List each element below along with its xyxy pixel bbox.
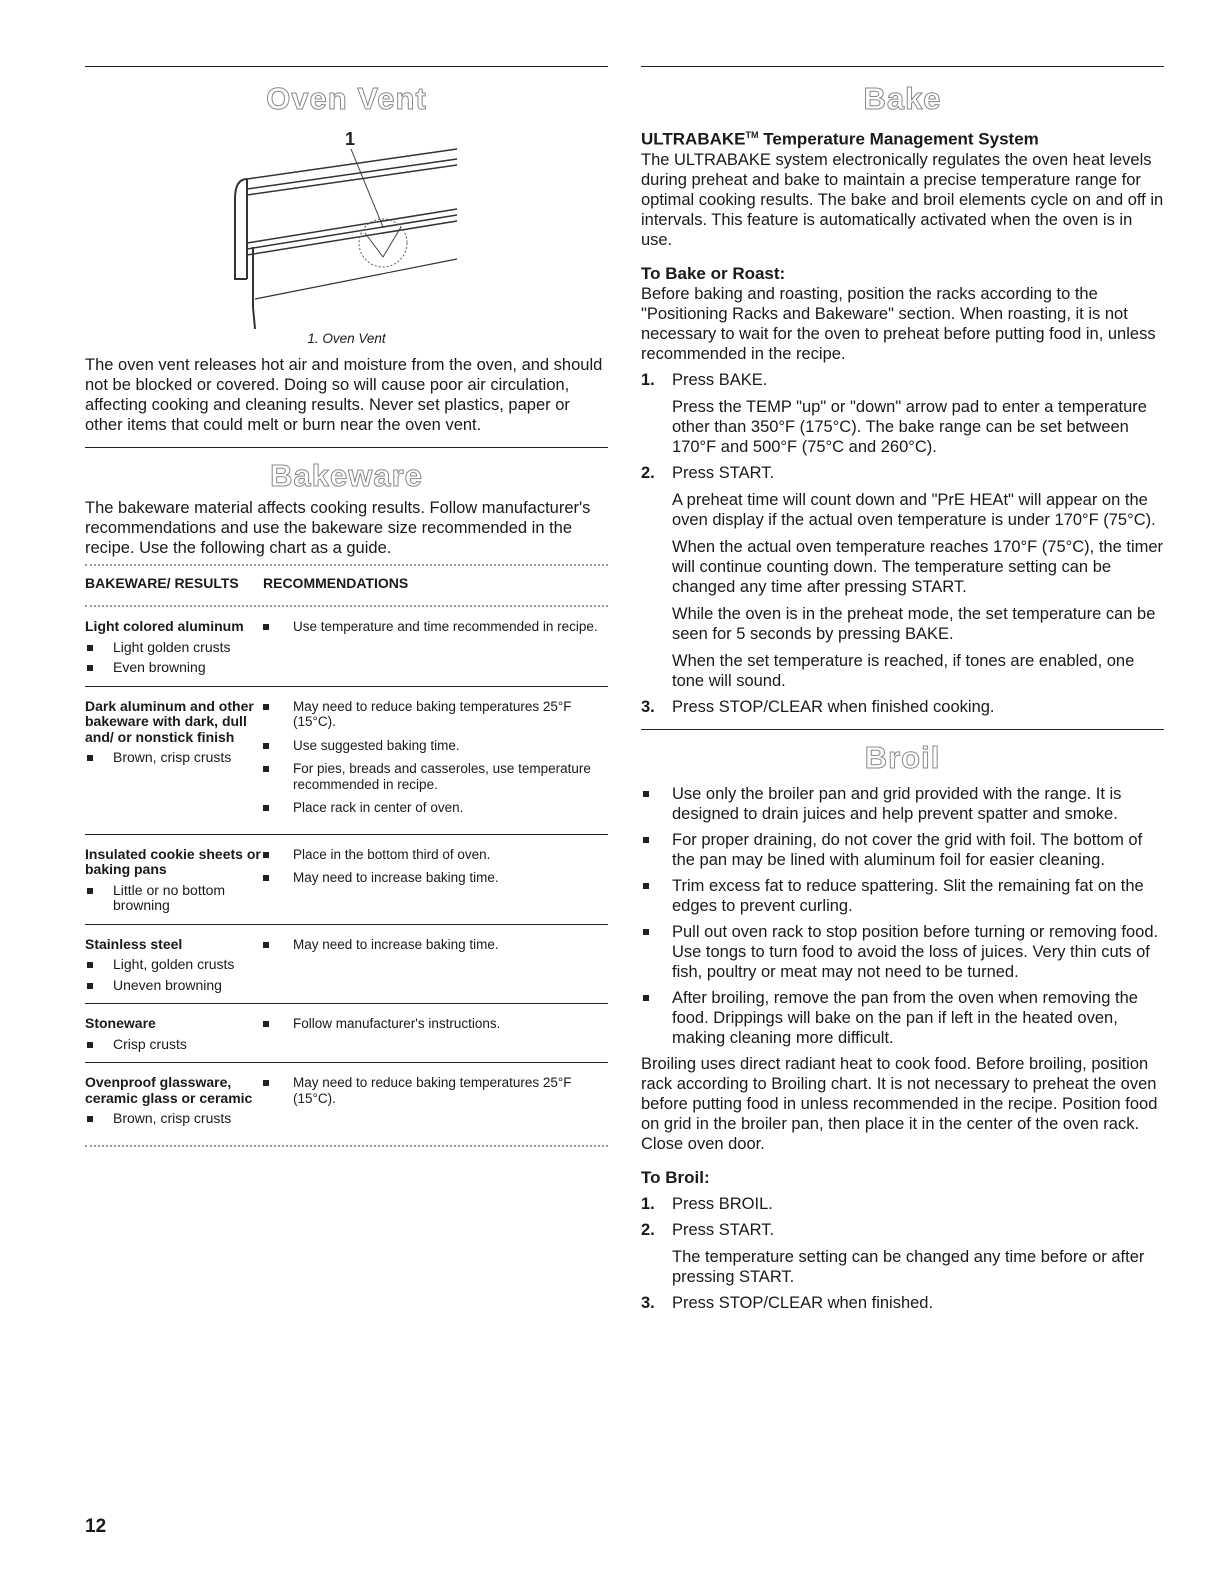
recommendations-cell — [263, 607, 608, 686]
header-recommendations: RECOMMENDATIONS — [263, 575, 409, 591]
recommendations-list — [263, 937, 608, 953]
header-bakeware-results: BAKEWARE/ RESULTS — [85, 575, 239, 591]
recommendations-cell — [263, 924, 608, 1004]
right-column — [641, 66, 1164, 1319]
step-text: A preheat time will count down and "PrE HEAt" will appear on the oven display if the actual oven temperature is under 170°F (75°C). — [672, 490, 1156, 529]
step-item — [641, 1194, 1164, 1214]
step-text: When the actual oven temperature reaches 170°F (75°C), the timer will continue counting down. The temperature setting can be changed any time after pressing START. — [672, 537, 1164, 596]
table-header-row — [85, 566, 608, 605]
bake-title: Bake — [863, 81, 942, 116]
step-text: The temperature setting can be changed any time before or after pressing START. — [672, 1247, 1145, 1286]
ultrabake-body: The ULTRABAKE system electronically regulates the oven heat levels during preheat and bake to maintain a precise temperature range for optimal cooking results. The bake and broil elements cycle on and off in intervals. This feature is automatically activated when the oven is in use. — [641, 150, 1164, 249]
table-row — [85, 834, 608, 924]
bakeware-material: Light colored aluminum — [85, 618, 244, 634]
callout-number: 1 — [345, 129, 356, 149]
results-list — [85, 957, 263, 993]
bakeware-cell — [85, 686, 263, 834]
result-item: Little or no bottom browning — [85, 883, 263, 914]
broil-bullet: Use only the broiler pan and grid provided with the range. It is designed to drain juices and help prevent spatter and smoke. — [641, 784, 1164, 824]
section-rule — [641, 66, 1164, 67]
broil-bullet: Pull out oven rack to stop position before turning or removing food. Use tongs to turn food to avoid the loss of juices. Very thin cuts of fish, poultry or meat may not need to be turned. — [641, 922, 1164, 982]
oven-vent-body: The oven vent releases hot air and moisture from the oven, and should not be blocked or covered. Doing so will cause poor air circulation, affecting cooking and cleaning results. Never set plastics, paper or other items that could melt or burn near the oven vent. — [85, 356, 603, 434]
results-list — [85, 750, 263, 766]
recommendation-item: May need to increase baking time. — [263, 870, 608, 886]
result-item: Uneven browning — [85, 978, 263, 994]
recommendations-list — [263, 847, 608, 886]
bakeware-table-body — [85, 607, 608, 1137]
result-item: Light golden crusts — [85, 640, 263, 656]
bakeware-material: Dark aluminum and other bakeware with dark, dull and/ or nonstick finish — [85, 697, 254, 745]
step-item — [641, 1293, 1164, 1313]
recommendations-cell — [263, 1063, 608, 1137]
table-row — [85, 1004, 608, 1063]
step-item — [641, 463, 1164, 691]
step-item — [641, 370, 1164, 457]
step-number: 3. — [641, 1293, 655, 1312]
recommendations-list — [263, 699, 608, 816]
section-rule — [85, 447, 608, 448]
recommendations-list — [263, 1016, 608, 1032]
result-item: Even browning — [85, 660, 263, 676]
broil-bullet: After broiling, remove the pan from the oven when removing the food. Drippings will bake on the pan if left in the heated oven, making cleaning more difficult. — [641, 988, 1164, 1048]
to-bake-heading: To Bake or Roast: — [641, 263, 786, 283]
recommendation-item: Place in the bottom third of oven. — [263, 847, 608, 863]
bakeware-table — [85, 566, 608, 605]
recommendation-item: May need to reduce baking temperatures 25°F (15°C). — [263, 1075, 608, 1106]
step-text: Press STOP/CLEAR when finished cooking. — [672, 697, 995, 716]
bakeware-title: Bakeware — [270, 458, 423, 493]
result-item: Light, golden crusts — [85, 957, 263, 973]
bakeware-intro: The bakeware material affects cooking results. Follow manufacturer's recommendations and use the bakeware size recommended in the recipe. Use the following chart as a guide. — [85, 499, 591, 557]
broil-steps — [641, 1194, 1164, 1313]
to-bake-body: Before baking and roasting, position the racks according to the "Positioning Racks and Bakeware" section. When roasting, it is not necessary to wait for the oven to preheat before putting food in, unless recommended in the recipe. — [641, 284, 1156, 363]
recommendations-cell — [263, 834, 608, 924]
results-list — [85, 1111, 263, 1127]
step-text: When the set temperature is reached, if tones are enabled, one tone will sound. — [672, 651, 1135, 690]
bakeware-cell — [85, 607, 263, 686]
step-item — [641, 1220, 1164, 1287]
bakeware-material: Insulated cookie sheets or baking pans — [85, 845, 261, 877]
broil-bullet: For proper draining, do not cover the grid with foil. The bottom of the pan may be lined with aluminum foil for easier cleaning. — [641, 830, 1164, 870]
broil-bullet: Trim excess fat to reduce spattering. Slit the remaining fat on the edges to prevent curling. — [641, 876, 1164, 916]
bakeware-material: Stoneware — [85, 1015, 156, 1031]
table-bottom-divider — [85, 1145, 608, 1147]
step-text: Press BAKE. — [672, 370, 768, 389]
step-text: While the oven is in the preheat mode, the set temperature can be seen for 5 seconds by pressing BAKE. — [672, 604, 1156, 643]
recommendations-cell — [263, 686, 608, 834]
broil-title: Broil — [864, 739, 941, 775]
to-broil-heading: To Broil: — [641, 1167, 710, 1187]
result-item: Brown, crisp crusts — [85, 750, 263, 766]
recommendation-item: May need to reduce baking temperatures 25°F (15°C). — [263, 699, 608, 730]
oven-vent-illustration — [225, 129, 465, 329]
step-text: Press START. — [672, 1220, 775, 1239]
step-number: 1. — [641, 370, 655, 389]
recommendation-item: May need to increase baking time. — [263, 937, 608, 953]
recommendations-list — [263, 619, 608, 635]
result-item: Brown, crisp crusts — [85, 1111, 263, 1127]
step-number: 2. — [641, 1220, 655, 1239]
bakeware-material: Stainless steel — [85, 935, 183, 952]
results-list — [85, 640, 263, 676]
table-row — [85, 1063, 608, 1137]
page-number: 12 — [85, 1516, 107, 1537]
recommendations-list — [263, 1075, 608, 1106]
recommendation-item: Follow manufacturer's instructions. — [263, 1016, 608, 1032]
table-row — [85, 607, 608, 686]
recommendations-cell — [263, 1004, 608, 1063]
section-rule — [641, 729, 1164, 730]
results-list — [85, 1037, 263, 1053]
recommendation-item: For pies, breads and casseroles, use temperature recommended in recipe. — [263, 761, 608, 792]
results-list — [85, 883, 263, 914]
result-item: Crisp crusts — [85, 1037, 263, 1053]
step-number: 3. — [641, 697, 655, 716]
broil-bullets — [641, 784, 1164, 1048]
step-number: 2. — [641, 463, 655, 482]
bakeware-material: Ovenproof glassware, ceramic glass or ceramic — [85, 1074, 253, 1106]
bakeware-cell — [85, 924, 263, 1004]
left-column — [85, 66, 608, 1147]
bakeware-cell — [85, 834, 263, 924]
figure-caption: 1. Oven Vent — [307, 331, 386, 346]
bakeware-cell — [85, 1004, 263, 1063]
table-row — [85, 924, 608, 1004]
table-row — [85, 686, 608, 834]
step-number: 1. — [641, 1194, 655, 1213]
section-rule — [85, 66, 608, 67]
oven-vent-figure — [85, 125, 608, 331]
ultrabake-heading: ULTRABAKE™ Temperature Management System — [641, 129, 1039, 149]
step-text: Press STOP/CLEAR when finished. — [672, 1293, 934, 1312]
bakeware-cell — [85, 1063, 263, 1137]
step-item — [641, 697, 1164, 717]
oven-vent-title: Oven Vent — [266, 81, 427, 116]
bake-steps — [641, 370, 1164, 717]
recommendation-item: Place rack in center of oven. — [263, 800, 608, 816]
step-text: Press START. — [672, 463, 775, 482]
broil-body: Broiling uses direct radiant heat to cook food. Before broiling, position rack according to Broiling chart. It is not necessary to preheat the oven before putting food in unless recommended in the recipe. Position food on grid in the broiler pan, then place it in the center of the oven rack. Close oven door. — [641, 1054, 1158, 1153]
step-text: Press BROIL. — [672, 1194, 773, 1213]
recommendation-item: Use temperature and time recommended in recipe. — [263, 619, 608, 635]
step-text: Press the TEMP "up" or "down" arrow pad to enter a temperature other than 350°F (175°C). The bake range can be set between 170°F and 500°F (75°C and 260°C). — [672, 397, 1147, 456]
recommendation-item: Use suggested baking time. — [263, 738, 608, 754]
